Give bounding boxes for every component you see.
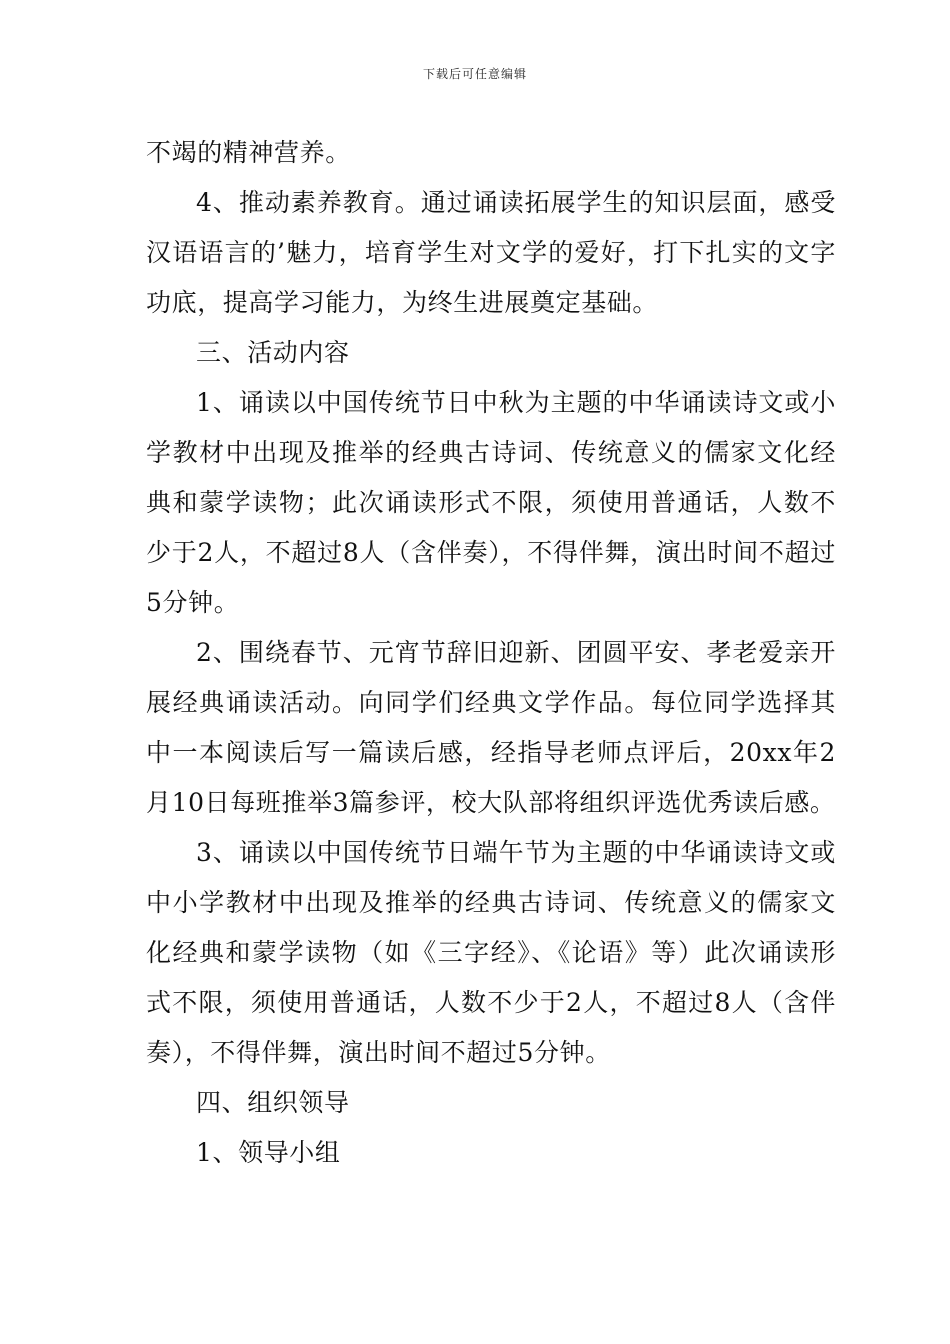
section-heading-organization: 四、组织领导 <box>196 1088 350 1117</box>
section-heading-activity-content: 三、活动内容 <box>196 338 350 367</box>
paragraph-activity-3: 3、诵读以中国传统节日端午节为主题的中华诵读诗文或中小学教材中出现及推举的经典古诗词、传统意义的儒家文化经典和蒙学读物（如《三字经》、《论语》等）此次诵读形式不限，须使用普通话，人数不少于2人，不超过8人（含伴奏），不得伴舞，演出时间不超过5分钟。 <box>146 838 836 1067</box>
page-header-note: 下载后可任意编辑 <box>422 67 527 81</box>
paragraph-activity-2: 2、围绕春节、元宵节辞旧迎新、团圆平安、孝老爱亲开展经典诵读活动。向同学们经典文学作品。每位同学选择其中一本阅读后写一篇读后感，经指导老师点评后，20xx年2月10日每班推举3篇参评，校大队部将组织评选优秀读后感。 <box>146 638 836 817</box>
paragraph-continuation: 不竭的精神营养。 <box>146 138 351 167</box>
paragraph-item-4: 4、推动素养教育。通过诵读拓展学生的知识层面，感受汉语语言的’魅力，培育学生对文学的爱好，打下扎实的文字功底，提高学习能力，为终生进展奠定基础。 <box>146 188 836 317</box>
paragraph-activity-1: 1、诵读以中国传统节日中秋为主题的中华诵读诗文或小学教材中出现及推举的经典古诗词、传统意义的儒家文化经典和蒙学读物；此次诵读形式不限，须使用普通话，人数不少于2人，不超过8人（含伴奏），不得伴舞，演出时间不超过5分钟。 <box>146 388 836 617</box>
document-body <box>146 128 836 1178</box>
paragraph-leadership-group: 1、领导小组 <box>196 1138 341 1167</box>
